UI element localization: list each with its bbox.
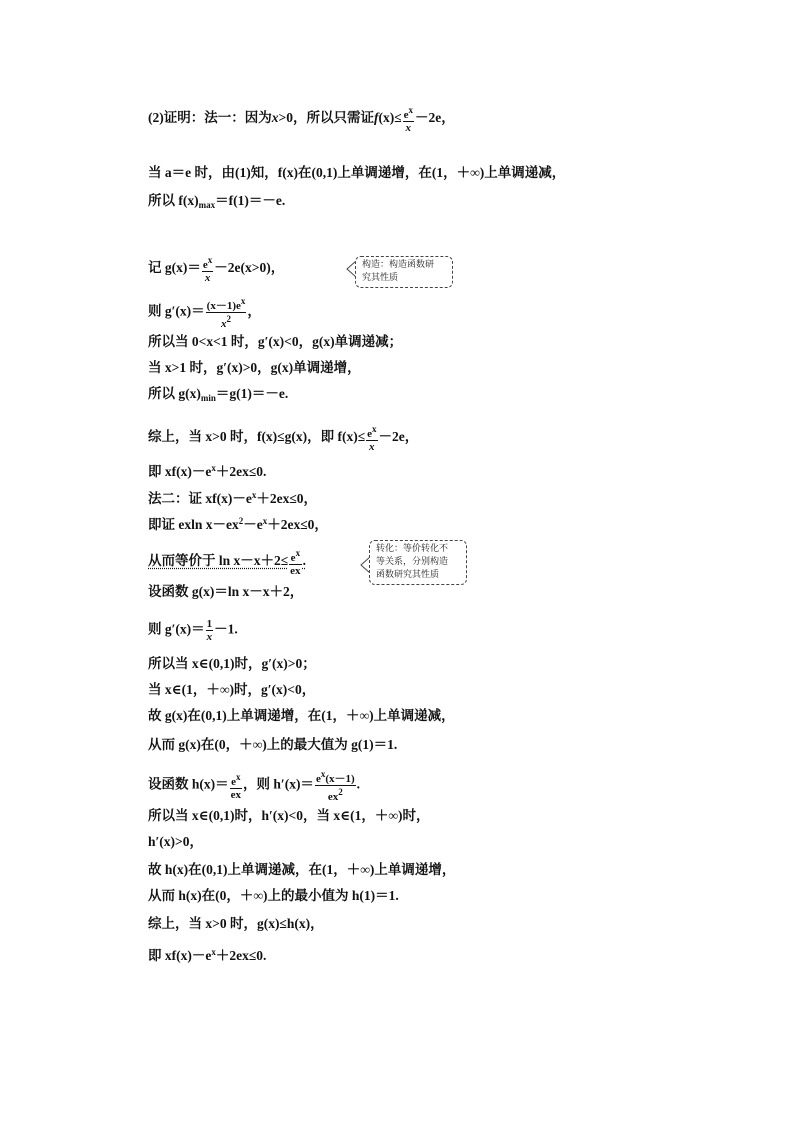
text: －2e， — [378, 429, 419, 445]
text: x — [251, 490, 257, 500]
line-14: 设函数 g(x)＝ln x－x＋2， — [148, 584, 304, 599]
text: 记 g(x)＝ — [148, 260, 201, 276]
text: ＋2ex≤0， — [267, 517, 328, 532]
text: 从而等价于 ln x－x＋2≤ — [148, 553, 289, 569]
line-17: 当 x∈(1，＋∞)时，g′(x)<0， — [148, 682, 316, 697]
fraction — [230, 771, 242, 801]
text: x — [211, 463, 216, 473]
text: x — [405, 122, 412, 134]
text: 综上，当 x>0 时，f(x)≤g(x)，即 f(x)≤ — [148, 429, 366, 445]
line-6: 所以当 0<x<1 时，g′(x)<0，g(x)单调递减； — [148, 334, 403, 349]
text: ＋2ex≤0， — [256, 491, 318, 506]
annotation-note-1 — [355, 256, 453, 288]
line-7: 当 x>1 时，g′(x)>0，g(x)单调递增， — [148, 360, 361, 375]
text: 即证 exln x－ex — [148, 517, 239, 532]
fraction — [202, 254, 213, 284]
note-text: 究其性质 — [362, 273, 399, 283]
text: ex — [327, 791, 339, 803]
line-2: 当 a＝e 时，由(1)知，f(x)在(0,1)上单调递增，在(1，＋∞)上单调递减， — [148, 165, 566, 180]
text: ＝g(1)＝－e. — [215, 386, 289, 401]
text: 即 xf(x)－e — [148, 948, 212, 963]
line-21: 所以当 x∈(0,1)时，h′(x)<0，当 x∈(1，＋∞)时， — [148, 808, 430, 823]
text: x — [271, 110, 279, 126]
text: e — [231, 775, 237, 788]
line-3 — [148, 193, 285, 213]
text: x — [369, 441, 375, 453]
annotation-note-2 — [369, 540, 467, 585]
fraction — [206, 618, 214, 643]
text: x — [295, 548, 301, 558]
text: 1 — [206, 618, 213, 630]
line-25: 综上，当 x>0 时，g(x)≤h(x)， — [148, 916, 324, 931]
line-22: h′(x)>0， — [148, 834, 203, 849]
text: ＋2ex≤0. — [215, 464, 267, 479]
text: x — [240, 296, 246, 306]
text: 则 g′(x)＝ — [148, 621, 205, 637]
text: ＋2ex≤0. — [215, 948, 267, 963]
text: . — [302, 553, 306, 569]
fraction — [315, 768, 356, 803]
text: x — [236, 771, 241, 782]
underlined-text — [148, 548, 306, 577]
text: x — [211, 947, 216, 957]
line-13 — [148, 547, 306, 577]
line-24: 从而 h(x)在(0，＋∞)上的最小值为 h(1)＝1. — [148, 888, 399, 903]
text: 2 — [238, 516, 244, 526]
text: e — [202, 259, 208, 271]
fraction — [403, 104, 414, 134]
note-text: 转化：等价转化不 — [376, 544, 449, 554]
line-11 — [148, 487, 317, 507]
text: max — [198, 200, 216, 210]
text: 所以 g(x) — [148, 386, 201, 401]
text: e — [315, 773, 321, 785]
text: x — [206, 631, 213, 643]
text: ， — [247, 303, 261, 319]
line-1 — [148, 104, 455, 134]
text: min — [200, 393, 216, 403]
text: x — [372, 424, 377, 434]
note-text: 构造：构造函数研 — [362, 260, 435, 270]
fraction — [289, 547, 301, 577]
line-19: 从而 g(x)在(0，＋∞)上的最大值为 g(1)＝1. — [148, 737, 398, 752]
text: 所以 f(x) — [148, 193, 199, 208]
line-5 — [148, 295, 261, 330]
text: . — [356, 776, 361, 792]
line-4 — [148, 254, 284, 284]
text: x — [204, 272, 211, 284]
fraction — [366, 423, 377, 453]
text: 法二：证 xf(x)－e — [148, 491, 252, 506]
text: ex — [230, 788, 242, 801]
line-15 — [148, 618, 238, 643]
text: －2e， — [415, 110, 455, 126]
text: x — [207, 255, 213, 265]
text: 设函数 h(x)＝ — [148, 776, 229, 792]
line-9 — [148, 423, 418, 453]
line-12 — [148, 513, 328, 533]
text: f — [373, 110, 379, 126]
text: －2e(x>0)， — [214, 260, 285, 276]
line-20 — [148, 768, 360, 803]
line-18: 故 g(x)在(0,1)上单调递增，在(1，＋∞)上单调递减， — [148, 708, 455, 723]
line-10 — [148, 460, 266, 480]
text: 2 — [338, 787, 343, 797]
text: e — [290, 552, 296, 564]
text: e — [403, 109, 409, 121]
line-23: 故 h(x)在(0,1)上单调递减，在(1，＋∞)上单调递增， — [148, 862, 456, 877]
text: ex — [290, 565, 301, 577]
fraction — [206, 295, 247, 330]
text: (x－1)e — [206, 300, 241, 312]
text: (x)≤ — [378, 110, 402, 126]
text: 则 g′(x)＝ — [148, 303, 205, 319]
text: 2 — [226, 314, 232, 324]
text: (x－1) — [325, 773, 355, 785]
text: x — [262, 516, 268, 526]
text: x — [320, 769, 326, 779]
text: e — [367, 428, 372, 440]
text: (2)证明：法一：因为 — [148, 110, 272, 126]
text: －e — [243, 517, 263, 532]
text: x — [408, 105, 413, 115]
line-16: 所以当 x∈(0,1)时，g′(x)>0； — [148, 656, 316, 671]
line-26 — [148, 944, 266, 964]
text: >0，所以只需证 — [278, 110, 374, 126]
line-8 — [148, 386, 288, 406]
text: ＝f(1)＝－e. — [215, 193, 286, 208]
text: x — [221, 318, 227, 330]
note-text: 等关系，分别构造 — [376, 557, 449, 567]
text: －1. — [214, 621, 238, 637]
text: 即 xf(x)－e — [148, 464, 212, 479]
note-text: 函数研究其性质 — [376, 570, 440, 580]
text: ，则 h′(x)＝ — [243, 776, 314, 792]
